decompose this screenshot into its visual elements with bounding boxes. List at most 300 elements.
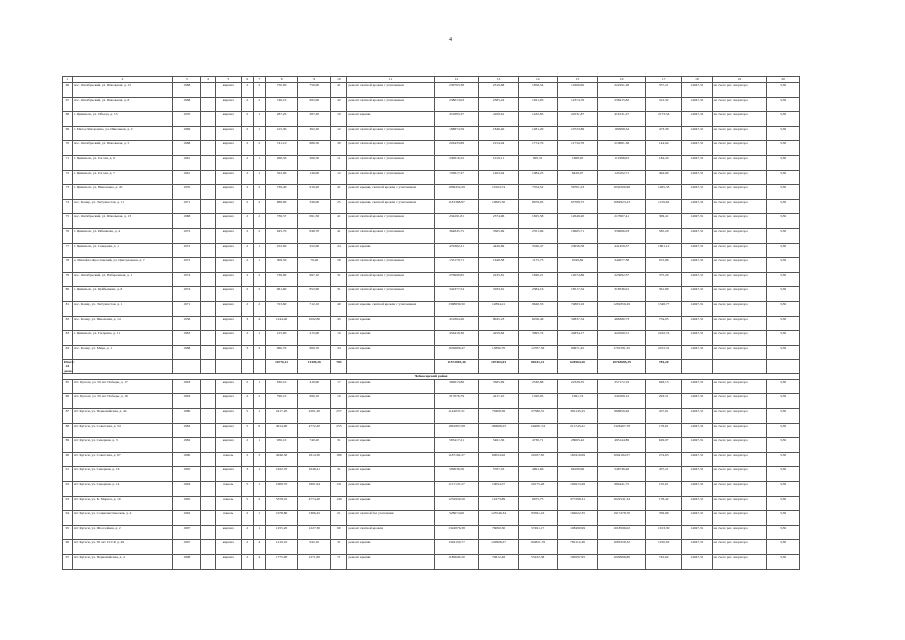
table-cell: 71 bbox=[63, 155, 73, 170]
table-cell: г. Цивильск, ул. Куйбышева, д. 8 bbox=[72, 287, 172, 302]
table-cell: 2 bbox=[241, 243, 253, 258]
table-cell: ремонт скатной кровли с утеплением bbox=[347, 258, 434, 273]
table-cell: 3 bbox=[241, 316, 253, 331]
table-cell: 4914,90 bbox=[265, 423, 298, 438]
table-cell: 10054,57 bbox=[479, 482, 518, 497]
table-cell: ремонт крыши bbox=[347, 112, 434, 127]
table-cell: 1972 bbox=[173, 258, 201, 273]
table-cell: 198874,59 bbox=[434, 126, 479, 141]
table-cell: на счете рег. оператора bbox=[712, 525, 767, 540]
table-cell: 1320,95 bbox=[518, 394, 557, 409]
table-cell: 4 bbox=[253, 555, 265, 570]
table-cell: 739,40 bbox=[265, 185, 298, 200]
table-cell: 342377,54 bbox=[434, 287, 479, 302]
table-cell: 2 bbox=[241, 452, 253, 467]
table-cell: 1 bbox=[253, 482, 265, 497]
table-cell: ремонт крыши bbox=[347, 409, 434, 424]
table-cell: ремонт крыши, скатной кровли с утеплением bbox=[347, 185, 434, 200]
table-cell: на счете рег. оператора bbox=[712, 126, 767, 141]
table-cell: 3,30 bbox=[767, 199, 800, 214]
table-cell: 41 bbox=[331, 228, 347, 243]
table-cell: 230016,52 bbox=[434, 155, 479, 170]
table-cell: 1861807,08 bbox=[434, 423, 479, 438]
table-cell: 1668,95 bbox=[557, 155, 597, 170]
table-cell: на счете рег. оператора bbox=[712, 301, 767, 316]
table-cell: 2 bbox=[241, 301, 253, 316]
table-cell: 1018596,02 bbox=[598, 525, 646, 540]
table-cell: 1022541,34 bbox=[598, 496, 646, 511]
table-cell: панель bbox=[215, 482, 241, 497]
table-row bbox=[63, 525, 800, 540]
table-cell: 14047,31 bbox=[682, 228, 713, 243]
table-cell: 79408,36 bbox=[479, 409, 518, 424]
table-cell: 1281859,29 bbox=[598, 301, 646, 316]
table-cell: 179,61 bbox=[646, 423, 682, 438]
table-cell: 736,57 bbox=[265, 214, 298, 229]
table-cell: 215,00 bbox=[298, 331, 331, 346]
table-cell: 357,21 bbox=[646, 83, 682, 98]
table-cell: кирпич bbox=[215, 438, 241, 453]
table-cell: 19 bbox=[331, 394, 347, 409]
table-cell: 1990 bbox=[173, 452, 201, 467]
table-cell: 1908,70 bbox=[265, 482, 298, 497]
table-cell: пгт Кугеси, ул. Социалистическая, д. 4 bbox=[72, 511, 172, 526]
table-cell: 1366,45 bbox=[298, 511, 331, 526]
table-cell: 135,01 bbox=[646, 482, 682, 497]
table-cell bbox=[201, 394, 215, 409]
table-cell: ремонт крыши bbox=[347, 394, 434, 409]
table-cell: 1084,25 bbox=[518, 170, 557, 185]
table-row bbox=[63, 155, 800, 170]
table-cell: 14047,31 bbox=[682, 155, 713, 170]
table-cell: ремонт скатной без утепления bbox=[347, 511, 434, 526]
table-cell bbox=[201, 496, 215, 511]
table-cell bbox=[201, 540, 215, 555]
table-cell: 2 bbox=[241, 112, 253, 127]
table-cell: ремонт скатной кровли с утеплением bbox=[347, 83, 434, 98]
table-cell: 106597,95 bbox=[557, 555, 597, 570]
table-cell bbox=[201, 228, 215, 243]
table-cell: панель bbox=[215, 496, 241, 511]
table-cell: 2 bbox=[241, 97, 253, 112]
table-cell: 457,01 bbox=[646, 409, 682, 424]
table-cell bbox=[201, 199, 215, 214]
table-cell: 1993 bbox=[173, 379, 201, 394]
table-cell: г. Цивильск, ул. Северная, д. 1 bbox=[72, 243, 172, 258]
table-cell: г. Цивильск, ул. Гоголя, д. 9 bbox=[72, 155, 172, 170]
table-cell: кирпич bbox=[215, 170, 241, 185]
table-cell: 1921,03 bbox=[518, 97, 557, 112]
table-cell: 2235,81 bbox=[479, 272, 518, 287]
table-row bbox=[63, 482, 800, 497]
table-cell: 238415,82 bbox=[598, 97, 646, 112]
table-cell: ремонт скатной кровли с утеплением bbox=[347, 155, 434, 170]
table-cell: 1701581,35 bbox=[598, 345, 646, 360]
table-cell: 78 bbox=[63, 258, 73, 273]
table-cell: 2 bbox=[72, 77, 172, 83]
table-cell: 241069,12 bbox=[598, 394, 646, 409]
table-cell: 93 bbox=[63, 496, 73, 511]
table-cell: 3 bbox=[241, 345, 253, 360]
table-cell: 2 bbox=[253, 228, 265, 243]
table-cell: 2 bbox=[253, 97, 265, 112]
table-cell: 230763,38 bbox=[434, 83, 479, 98]
table-cell: 8420,07 bbox=[557, 170, 597, 185]
table-cell: 135170,71 bbox=[434, 258, 479, 273]
table-cell: на счете рег. оператора bbox=[712, 452, 767, 467]
table-cell: 12707,59 bbox=[518, 345, 557, 360]
table-cell: ремонт крыши bbox=[347, 379, 434, 394]
table-cell: 6 bbox=[241, 77, 253, 83]
table-cell: г. Цивильск, ул. Рябенкова, д. 4 bbox=[72, 228, 172, 243]
table-cell: пгт Кугеси, ул. Советская, д. 54 bbox=[72, 423, 172, 438]
table-cell: 3,30 bbox=[767, 141, 800, 156]
table-cell: 12649,20 bbox=[557, 214, 597, 229]
table-cell: 75 bbox=[63, 214, 73, 229]
table-row bbox=[63, 345, 800, 360]
table-row bbox=[63, 287, 800, 302]
table-cell: 784 bbox=[331, 360, 347, 374]
table-cell: 3,30 bbox=[767, 97, 800, 112]
table-cell: кирпич bbox=[215, 540, 241, 555]
table-cell: 2530,88 bbox=[518, 379, 557, 394]
table-cell: 2 bbox=[241, 555, 253, 570]
table-cell: 2385,24 bbox=[479, 97, 518, 112]
table-cell: 712,10 bbox=[298, 301, 331, 316]
table-cell: 14047,31 bbox=[682, 394, 713, 409]
table-cell: на счете рег. оператора bbox=[712, 83, 767, 98]
table-cell: 2 bbox=[253, 272, 265, 287]
table-cell: ремонт скатной кровли с утеплением bbox=[347, 126, 434, 141]
table-cell: 10695,50 bbox=[479, 199, 518, 214]
table-cell: пос. Конар, ул. Энтузиастов, д. 11 bbox=[72, 199, 172, 214]
table-cell: пгт Кугеси, ул. К. Маркса, д. 10 bbox=[72, 496, 172, 511]
table-cell: 68 bbox=[63, 112, 73, 127]
table-cell: 4774,40 bbox=[298, 496, 331, 511]
table-cell: ремонт крыши bbox=[347, 438, 434, 453]
table-cell: 266,50 bbox=[298, 155, 331, 170]
table-cell: 1846,40 bbox=[479, 126, 518, 141]
table-cell: кирпич bbox=[215, 185, 241, 200]
table-cell: 1144037,21 bbox=[434, 409, 479, 424]
table-cell: кирпич bbox=[215, 409, 241, 424]
table-cell: 2 bbox=[241, 126, 253, 141]
table-row bbox=[63, 394, 800, 409]
table-cell: 8979,95 bbox=[518, 199, 557, 214]
table-cell: 23656,58 bbox=[557, 243, 597, 258]
table-cell: пгт Кугеси, ул. 50 лет СССР, д. 49 bbox=[72, 540, 172, 555]
table-cell: 2 bbox=[241, 155, 253, 170]
table-cell: 317076,79 bbox=[434, 394, 479, 409]
table-cell: 14047,31 bbox=[682, 83, 713, 98]
table-cell: 2 bbox=[253, 214, 265, 229]
table-cell: 1774,70 bbox=[518, 141, 557, 156]
table-cell: 3,30 bbox=[767, 301, 800, 316]
table-cell: 1020996,86 bbox=[598, 555, 646, 570]
table-cell: 41 bbox=[331, 83, 347, 98]
table-cell: 50837,54 bbox=[557, 316, 597, 331]
table-cell: 2 bbox=[241, 141, 253, 156]
table-cell: 690,10 bbox=[298, 394, 331, 409]
table-cell: 1956 bbox=[173, 316, 201, 331]
table-row bbox=[63, 467, 800, 482]
table-cell bbox=[201, 258, 215, 273]
table-cell: 95 bbox=[63, 525, 73, 540]
table-cell: 3,30 bbox=[767, 83, 800, 98]
table-cell: 123546,34 bbox=[479, 511, 518, 526]
table-cell: 750,00 bbox=[298, 83, 331, 98]
table-cell: 3,30 bbox=[767, 272, 800, 287]
table-cell: 14047,31 bbox=[682, 316, 713, 331]
table-cell: ремонт крыши bbox=[347, 467, 434, 482]
table-cell: 479382,21 bbox=[434, 243, 479, 258]
table-cell: 12 bbox=[434, 77, 479, 83]
table-cell: 15890,70 bbox=[479, 345, 518, 360]
table-cell: 140 bbox=[331, 496, 347, 511]
table-cell: 1648,41 bbox=[298, 467, 331, 482]
table-cell: пос. Конар, ул. Школьная, д. 14 bbox=[72, 316, 172, 331]
table-cell: 1 bbox=[253, 258, 265, 273]
table-cell: 16776,11 bbox=[265, 360, 298, 374]
table-cell: кирпич bbox=[215, 555, 241, 570]
table-cell: 11734,78 bbox=[557, 141, 597, 156]
table-cell: 2154,04 bbox=[479, 141, 518, 156]
table-cell: 28065,42 bbox=[557, 438, 597, 453]
table-cell: 7354,52 bbox=[518, 185, 557, 200]
table-cell: 1997 bbox=[173, 540, 201, 555]
table-cell: 12074,86 bbox=[557, 272, 597, 287]
table-cell: 1968 bbox=[173, 141, 201, 156]
table-cell: 27586,31 bbox=[518, 409, 557, 424]
table-cell: 41 bbox=[331, 214, 347, 229]
table-cell: ремонт крыши bbox=[347, 423, 434, 438]
table-cell: кирпич bbox=[215, 331, 241, 346]
table-cell: 5378,10 bbox=[265, 496, 298, 511]
table-cell: 1465,33 bbox=[646, 185, 682, 200]
table-cell: 945,70 bbox=[265, 228, 298, 243]
table-cell: 1 bbox=[253, 331, 265, 346]
table-cell: 466380,73 bbox=[598, 316, 646, 331]
table-cell: 1972 bbox=[173, 243, 201, 258]
table-cell: 93591,16 bbox=[518, 511, 557, 526]
table-row bbox=[63, 555, 800, 570]
table-cell: 252,00 bbox=[298, 243, 331, 258]
table-cell: кирпич bbox=[215, 394, 241, 409]
table-cell: 1 bbox=[253, 155, 265, 170]
table-cell: 210681,36 bbox=[598, 141, 646, 156]
table-cell: 441459,37 bbox=[598, 243, 646, 258]
table-cell: пос. Октябрьский, ул. Школьная, д. 15 bbox=[72, 83, 172, 98]
table-cell: 14047,31 bbox=[682, 243, 713, 258]
table-cell: кирпич bbox=[215, 258, 241, 273]
table-cell: 309,41 bbox=[646, 214, 682, 229]
table-cell: 2 bbox=[241, 199, 253, 214]
table-cell: 1998 bbox=[173, 555, 201, 570]
table-cell: 739,90 bbox=[265, 272, 298, 287]
table-cell: 97 bbox=[63, 555, 73, 570]
table-cell bbox=[201, 331, 215, 346]
table-cell: 14047,31 bbox=[682, 482, 713, 497]
table-cell: 31 bbox=[331, 272, 347, 287]
table-cell: 60054,62 bbox=[479, 452, 518, 467]
table-row bbox=[63, 141, 800, 156]
page-number: 4 bbox=[449, 37, 452, 43]
table-cell: 150617,27 bbox=[434, 170, 479, 185]
table-cell: 2374,96 bbox=[479, 214, 518, 229]
table-cell: 3,30 bbox=[767, 170, 800, 185]
table-cell: 3,30 bbox=[767, 452, 800, 467]
table-cell: 3,30 bbox=[767, 555, 800, 570]
repair-register-table bbox=[62, 76, 800, 570]
table-cell: кирпич bbox=[215, 228, 241, 243]
table-cell: 14047,31 bbox=[682, 170, 713, 185]
table-cell: 66 bbox=[63, 83, 73, 98]
table-cell: 3,30 bbox=[767, 511, 800, 526]
table-cell: 2 bbox=[253, 141, 265, 156]
table-cell: 1970 bbox=[173, 185, 201, 200]
table-cell: 916,20 bbox=[298, 185, 331, 200]
table-cell: 686,50 bbox=[298, 141, 331, 156]
table-cell: ремонт скатной кровли с утеплением bbox=[347, 170, 434, 185]
table-cell: 238013,03 bbox=[434, 97, 479, 112]
table-cell: 2 bbox=[253, 199, 265, 214]
table-cell: 961,60 bbox=[265, 287, 298, 302]
table-cell: кирпич bbox=[215, 243, 241, 258]
table-cell: 13 bbox=[479, 77, 518, 83]
table-cell: 108499,99 bbox=[557, 525, 597, 540]
table-cell bbox=[347, 360, 434, 374]
table-cell: 24834,17 bbox=[557, 331, 597, 346]
table-cell: 790,10 bbox=[265, 394, 298, 409]
table-cell: 2351,69 bbox=[518, 228, 557, 243]
table-cell: 1856,54 bbox=[518, 83, 557, 98]
table-cell: 784,20 bbox=[646, 360, 682, 374]
table-cell: 424560,51 bbox=[598, 331, 646, 346]
table-cell: 2 bbox=[253, 185, 265, 200]
table-cell: ремонт скатной кровли с утеплением bbox=[347, 97, 434, 112]
table-cell: г. Цивильск, ул. Объезд. д. 15 bbox=[72, 112, 172, 127]
table-row bbox=[63, 301, 800, 316]
table-cell: 2 bbox=[241, 379, 253, 394]
table-cell: 131 bbox=[331, 482, 347, 497]
table-row bbox=[63, 511, 800, 526]
table-cell: 4 bbox=[201, 77, 215, 83]
table-cell: 57491,17 bbox=[518, 525, 557, 540]
table-cell: 4 bbox=[253, 316, 265, 331]
table-cell: на счете рег. оператора bbox=[712, 228, 767, 243]
table-cell: 3,30 bbox=[767, 112, 800, 127]
table-cell: 3,30 bbox=[767, 185, 800, 200]
table-cell: 25 bbox=[331, 199, 347, 214]
table-cell: 546736,40 bbox=[598, 467, 646, 482]
table-cell: 1398839,50 bbox=[434, 301, 479, 316]
table-cell bbox=[201, 272, 215, 287]
table-cell: 3,30 bbox=[767, 155, 800, 170]
table-cell: 868659,49 bbox=[598, 409, 646, 424]
table-cell: 1227,30 bbox=[298, 525, 331, 540]
table-row bbox=[63, 423, 800, 438]
table-cell: 451883,37 bbox=[434, 112, 479, 127]
table-cell: 2173,54 bbox=[646, 112, 682, 127]
table-cell: 1972 bbox=[173, 228, 201, 243]
table-cell: 1271,60 bbox=[298, 555, 331, 570]
table-cell: панель bbox=[215, 511, 241, 526]
table-cell: 1974 bbox=[173, 287, 201, 302]
table-cell: 2201,20 bbox=[298, 409, 331, 424]
table-cell: ремонт скатной кровли с утеплением bbox=[347, 228, 434, 243]
table-cell: 740,20 bbox=[298, 438, 331, 453]
table-cell: 14047,31 bbox=[682, 511, 713, 526]
table-cell: 1968 bbox=[173, 83, 201, 98]
table-cell: кирпич bbox=[215, 379, 241, 394]
table-cell bbox=[215, 360, 241, 374]
table-cell: 67 bbox=[63, 97, 73, 112]
table-cell bbox=[201, 97, 215, 112]
table-cell: 1801,12 bbox=[646, 243, 682, 258]
table-cell: 71 bbox=[331, 555, 347, 570]
table-cell: 344677,38 bbox=[598, 258, 646, 273]
table-cell: 87 bbox=[63, 409, 73, 424]
table-cell: 628,13 bbox=[646, 379, 682, 394]
table-cell: 3,30 bbox=[767, 287, 800, 302]
table-cell: 89 bbox=[63, 438, 73, 453]
table-cell: 494,90 bbox=[646, 170, 682, 185]
table-cell: 3326,47 bbox=[518, 243, 557, 258]
table-cell: 1175,73 bbox=[518, 258, 557, 273]
table-cell: 5 bbox=[241, 482, 253, 497]
table-cell: 1432,85 bbox=[518, 112, 557, 127]
table-cell: 9 bbox=[298, 77, 331, 83]
table-cell: на счете рег. оператора bbox=[712, 409, 767, 424]
table-cell: 223092,37 bbox=[598, 272, 646, 287]
table-cell: 2 bbox=[253, 301, 265, 316]
table-cell: 1971 bbox=[173, 301, 201, 316]
table-cell: 11 bbox=[347, 77, 434, 83]
table-cell: 2 bbox=[241, 394, 253, 409]
table-cell bbox=[201, 112, 215, 127]
table-cell: 1083258,32 bbox=[598, 540, 646, 555]
table-cell bbox=[201, 155, 215, 170]
table-cell: на счете рег. оператора bbox=[712, 155, 767, 170]
table-cell: 322,00 bbox=[265, 170, 298, 185]
table-row bbox=[63, 83, 800, 98]
table-cell: 1255959,50 bbox=[434, 496, 479, 511]
table-cell: 58 bbox=[331, 258, 347, 273]
table-cell: 359,96 bbox=[646, 511, 682, 526]
table-cell: 1995 bbox=[173, 467, 201, 482]
table-cell: 189 bbox=[331, 452, 347, 467]
table-cell: 4449,69 bbox=[479, 243, 518, 258]
table-cell: 691,50 bbox=[298, 214, 331, 229]
table-cell bbox=[253, 360, 265, 374]
table-cell: 750,00 bbox=[265, 83, 298, 98]
table-cell: 5 bbox=[241, 423, 253, 438]
table-cell: ремонт крыши bbox=[347, 555, 434, 570]
table-cell bbox=[201, 287, 215, 302]
table-cell: 2 bbox=[241, 170, 253, 185]
table-cell: 2 bbox=[253, 394, 265, 409]
table-cell: на счете рег. оператора bbox=[712, 555, 767, 570]
table-cell: 1342876,38 bbox=[434, 525, 479, 540]
table-cell: 1995 bbox=[173, 496, 201, 511]
table-cell: на счете рег. оператора bbox=[712, 423, 767, 438]
table-cell: 3,30 bbox=[767, 258, 800, 273]
table-cell: 4046,50 bbox=[265, 452, 298, 467]
table-cell: 10763085,29 bbox=[598, 360, 646, 374]
table-cell: 6 bbox=[253, 423, 265, 438]
table-cell: 2162,74 bbox=[646, 331, 682, 346]
table-cell: 76090,30 bbox=[479, 525, 518, 540]
